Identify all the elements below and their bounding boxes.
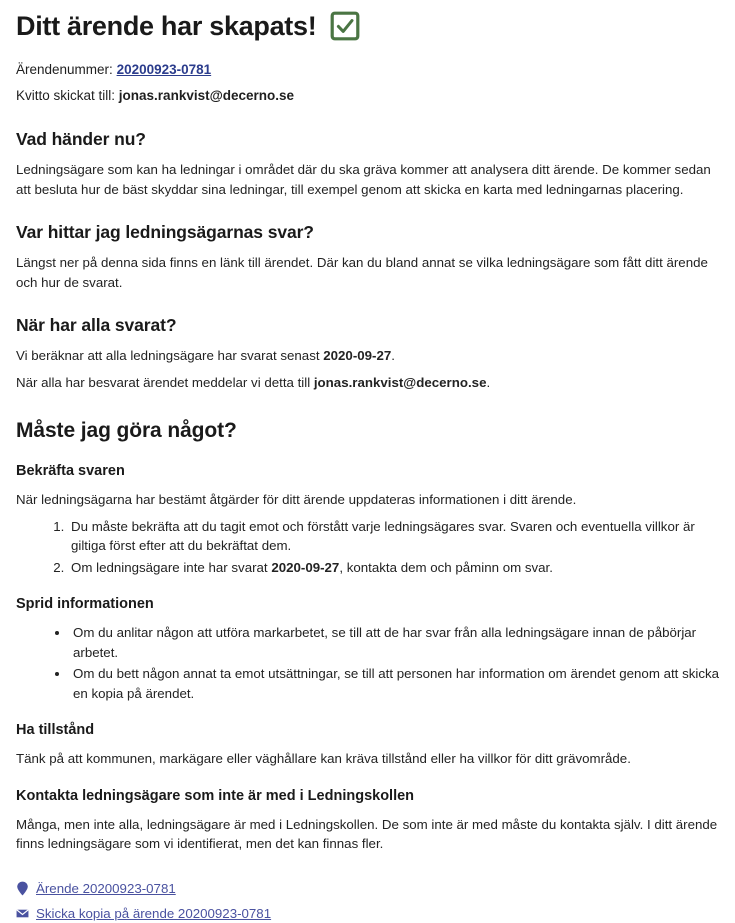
section-text-where-answers: Längst ner på denna sida finns en länk till ärendet. Där kan du bland annat se vilka ledningsägare som fått ditt ärende och hur de svarat. [16, 255, 708, 290]
envelope-icon [16, 906, 29, 921]
spread-info-list [16, 623, 719, 703]
notify-text-pre: När alla har besvarat ärendet meddelar vi detta till [16, 374, 314, 390]
page-title-row [16, 10, 719, 42]
list-item [68, 517, 719, 556]
sub-heading-confirm-answers: Bekräfta svaren [16, 463, 125, 479]
confirm-answers-list [16, 517, 719, 578]
notify-text-post: . [486, 374, 491, 390]
list-item-text-pre: Om ledningsägare inte har svarat [71, 559, 272, 575]
footer-links [16, 880, 719, 923]
sub-heading-contact-owners: Kontakta ledningsägare som inte är med i Ledningskollen [16, 787, 415, 804]
section-text-deadline [16, 346, 719, 366]
section-text-notify-email [16, 373, 719, 393]
contact-owners-text: Många, men inte alla, ledningsägare är med i Ledningskollen. De som inte är med måste du kontakta själv. I ditt ärende finns ledningsägare som vi identifierat, men det kan finnas fler. [16, 816, 718, 851]
footer-link-send-copy[interactable]: Skicka kopia på ärende 20200923-0781 [36, 905, 272, 921]
deadline-text-post: . [391, 348, 395, 363]
case-number-label: Ärendenummer: [16, 62, 113, 77]
case-number-line [16, 60, 719, 80]
list-item-text-pre: Du måste bekräfta att du tagit emot och förstått varje ledningsägares svar. Svaren och eventuella villkor är giltiga först efter att du bekräftat dem. [71, 518, 695, 553]
receipt-email: jonas.rankvist@decerno.se [118, 88, 295, 103]
confirm-answers-text: När ledningsägarna har bestämt åtgärder för ditt ärende uppdateras informationen i ditt ärende. [16, 492, 577, 507]
page-title: Ditt ärende har skapats! [16, 11, 317, 41]
deadline-text-pre: Vi beräknar att alla ledningsägare har svarat senast [16, 348, 324, 363]
notify-email: jonas.rankvist@decerno.se [313, 374, 487, 390]
footer-link-case[interactable]: Ärende 20200923-0781 [36, 880, 176, 896]
case-number-link[interactable]: 20200923-0781 [116, 62, 212, 77]
checked-checkbox-icon [330, 11, 360, 41]
section-heading-must-do: Måste jag göra något? [16, 419, 237, 442]
sub-heading-permit: Ha tillstånd [16, 722, 95, 738]
section-heading-when-answered: När har alla svarat? [16, 315, 177, 335]
list-item [68, 558, 719, 578]
section-text-what-happens: Ledningsägare som kan ha ledningar i området där du ska gräva kommer att analysera ditt ärende. De kommer sedan att besluta hur de bäst skyddar sina ledningar, till exempel genom att skicka en karta med ledningarnas placering. [16, 162, 711, 197]
list-item: • Om du anlitar någon att utföra markarbetet, se till att de har svar från alla ledningsägare innan de påbörjar arbetet. [70, 623, 719, 662]
permit-text: Tänk på att kommunen, markägare eller väghållare kan kräva tillstånd eller ha villkor för ditt grävområde. [16, 751, 631, 766]
list-item: • Om du bett någon annat ta emot utsättningar, se till att personen har information om ärendet genom att skicka en kopia på ärendet. [70, 664, 719, 703]
footer-link-row-case[interactable] [16, 880, 719, 898]
section-heading-what-happens: Vad händer nu? [16, 129, 146, 149]
list-item-text-bold: 2020-09-27 [271, 559, 340, 575]
section-heading-where-answers: Var hittar jag ledningsägarnas svar? [16, 222, 314, 242]
sub-heading-spread-info: Sprid informationen [16, 596, 154, 612]
receipt-label: Kvitto skickat till: [16, 88, 116, 103]
deadline-date: 2020-09-27 [323, 348, 392, 363]
map-pin-icon [16, 881, 29, 896]
footer-link-row-send-copy[interactable] [16, 905, 719, 923]
list-item-text-post: , kontakta dem och påminn om svar. [339, 559, 553, 575]
receipt-line [16, 86, 719, 106]
